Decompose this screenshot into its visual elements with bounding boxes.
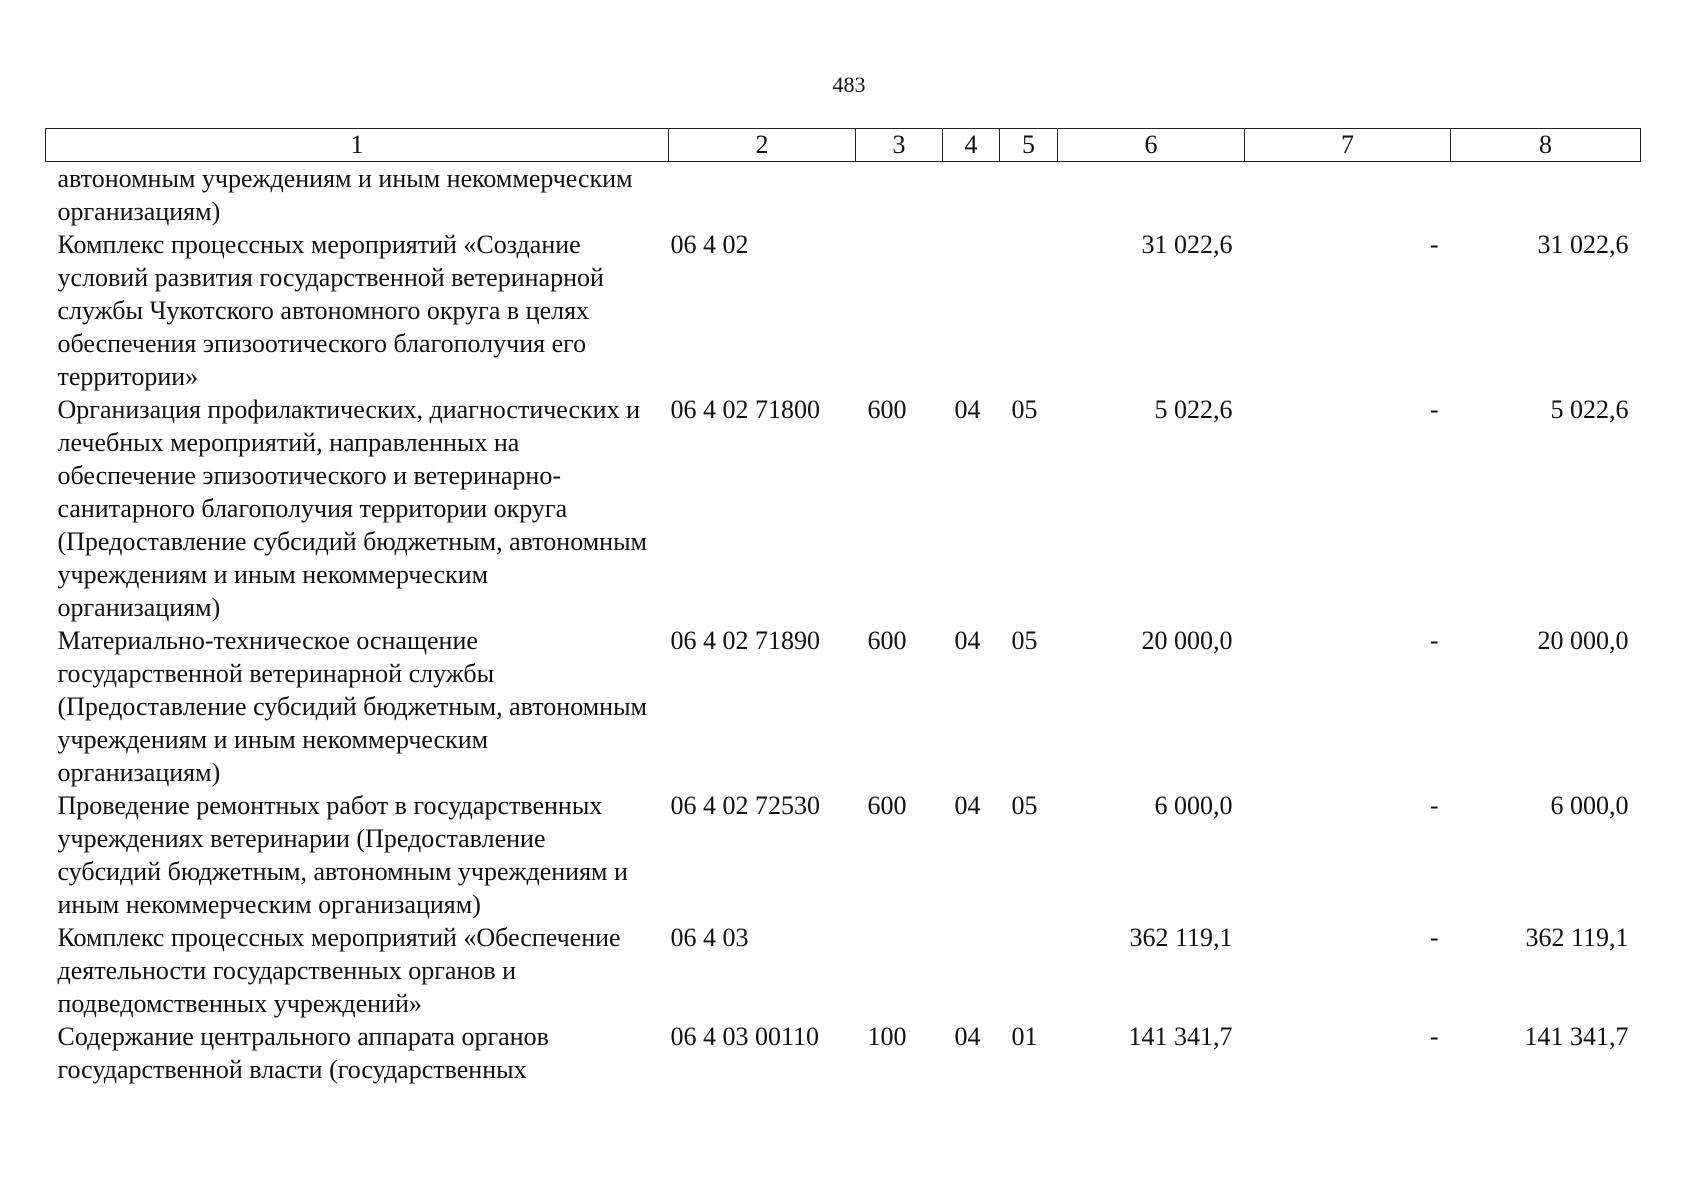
row-pr: 01 [1011,1022,1038,1051]
table-row [46,789,1641,921]
table-row [46,1020,1641,1086]
row-sum: 20 000,0 [1141,626,1233,655]
row-rz [943,228,1000,393]
row-name: Материально-техническое оснащение государственной ветеринарной службы (Предоставление субсидий бюджетным, автономным учреждениям и иным некоммерческим организациям) [57,626,647,787]
row-rz: 04 [954,626,981,655]
row-sum: 6 000,0 [1154,791,1233,820]
row-vr: 600 [867,791,907,820]
row-total: 362 119,1 [1525,923,1629,952]
row-sum: 31 022,6 [1141,230,1233,259]
row-col7: - [1429,395,1439,424]
row-pr [1000,228,1058,393]
header-col-8: 8 [1451,129,1641,162]
row-code: 06 4 03 00110 [670,1022,820,1051]
row-col7: - [1429,791,1439,820]
header-row [46,129,1641,162]
row-pr [1000,921,1058,1020]
row-name: Содержание центрального аппарата органов государственной власти (государственных [57,1022,549,1084]
row-col7: - [1429,626,1439,655]
row-total: 6 000,0 [1550,791,1629,820]
row-total: 141 341,7 [1524,1022,1629,1051]
row-code: 06 4 02 71800 [670,395,820,424]
table-row [46,393,1641,624]
row-name: Организация профилактических, диагностических и лечебных мероприятий, направленных на обеспечение эпизоотического и ветеринарно-санитарного благополучия территории округа (Предоставление субсидий бюджетным, автономным учреждениям и иным некоммерческим организациям) [57,395,647,622]
row-code: 06 4 02 71890 [670,626,820,655]
row-sum: 141 341,7 [1128,1022,1233,1051]
row-col7: - [1429,1022,1439,1051]
continuation-text: автономным учреждениям и иным некоммерческим организациям) [57,164,633,226]
header-col-4: 4 [943,129,1000,162]
row-name: Комплекс процессных мероприятий «Создание условий развития государственной ветеринарной службы Чукотского автономного округа в целях обеспечения эпизоотического благополучия его территории» [57,230,604,391]
row-rz: 04 [954,791,981,820]
header-col-7: 7 [1245,129,1451,162]
row-vr [856,921,943,1020]
row-vr: 100 [867,1022,907,1051]
header-col-1: 1 [46,129,669,162]
page-number: 483 [832,72,866,97]
row-total: 31 022,6 [1537,230,1629,259]
row-rz: 04 [954,395,981,424]
row-name: Проведение ремонтных работ в государственных учреждениях ветеринарии (Предоставление субсидий бюджетным, автономным учреждениям и иным некоммерческим организациям) [57,791,628,919]
table-body [46,162,1641,1087]
row-vr [856,228,943,393]
row-name: Комплекс процессных мероприятий «Обеспечение деятельности государственных органов и подведомственных учреждений» [57,923,621,1018]
header-col-2: 2 [669,129,856,162]
table-header [46,129,1641,162]
row-rz [943,921,1000,1020]
row-sum: 5 022,6 [1154,395,1233,424]
row-total: 5 022,6 [1550,395,1629,424]
row-col7: - [1429,230,1439,259]
header-col-5: 5 [1000,129,1058,162]
row-vr: 600 [867,395,907,424]
table-row [46,228,1641,393]
row-code: 06 4 02 [670,230,749,259]
row-code: 06 4 03 [670,923,749,952]
row-total: 20 000,0 [1537,626,1629,655]
row-code: 06 4 02 72530 [670,791,820,820]
row-pr: 05 [1011,626,1038,655]
budget-table [45,128,1641,1086]
row-pr: 05 [1011,791,1038,820]
row-pr: 05 [1011,395,1038,424]
table-row [46,624,1641,789]
header-col-3: 3 [856,129,943,162]
header-col-6: 6 [1058,129,1245,162]
row-sum: 362 119,1 [1129,923,1233,952]
row-rz: 04 [954,1022,981,1051]
row-col7: - [1429,923,1439,952]
table-row [46,921,1641,1020]
row-vr: 600 [867,626,907,655]
continuation-row [46,162,1641,229]
